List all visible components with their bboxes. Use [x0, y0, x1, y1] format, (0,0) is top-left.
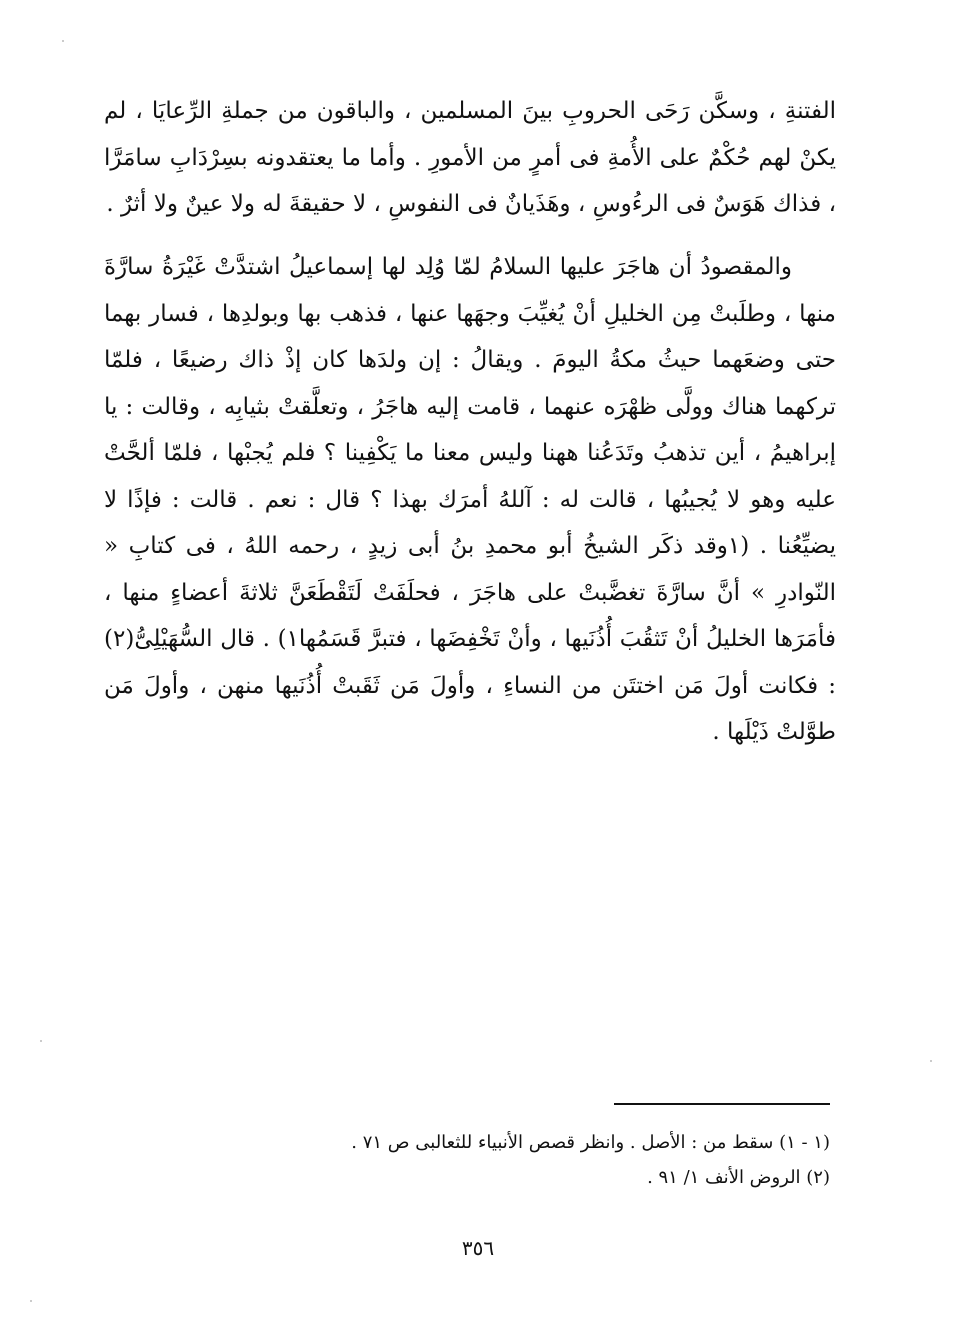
- scan-speck: [62, 40, 64, 42]
- footnote-2: (٢) الروض الأنف ١/ ٩١ .: [647, 1167, 830, 1188]
- footnote-1: (١ - ١) سقط من : الأصل . وانظر قصص الأنبياء للثعالبى ص ٧١ .: [351, 1132, 830, 1153]
- scan-speck: [30, 1300, 32, 1302]
- page-number: ٣٥٦: [461, 1236, 495, 1260]
- paragraph-1: الفتنةِ ، وسكَّن رَحَى الحروبِ بينَ المسلمين ، والباقون من جملةِ الرِّعايَا ، لم يكنْ لهم حُكْمٌ على الأُمةِ فى أمرٍ من الأمورِ . وأما ما يعتقدونه بسِرْدَابِ سامَرَّا ، فذاك هَوَسٌ فى الرءُوسِ ، وهَذَيانٌ فى النفوسِ ، لا حقيقةَ له ولا عينٌ ولا أثرٌ .: [104, 98, 836, 217]
- footnote-divider: [614, 1103, 830, 1105]
- scan-speck: [930, 1060, 932, 1062]
- paragraph-2: والمقصودُ أن هاجَرَ عليها السلامُ لمّا وُلِد لها إسماعيلُ اشتدَّتْ غَيْرَةُ سارَّةَ منها ، وطلَبتْ مِن الخليلِ أنْ يُغيِّبَ وجهَها عنها ، فذهب بها وبولدِها ، فسار بهما حتى وضعَهما حيثُ مكةُ اليومَ . ويقالُ : إن ولدَها كان إذْ ذاك رضيعًا ، فلمّا تركهما هناك وولَّى ظهْرَه عنهما ، قامت إليه هاجَرُ ، وتعلَّقتْ بثيابِه ، وقالت : يا إبراهيمُ ، أين تذهبُ وتَدَعُنا ههنا وليس معنا ما يَكْفِينا ؟ فلم يُجبْها ، فلمّا ألحَّتْ عليه وهو لا يُجيبُها ، قالت له : آللهُ أمرَك بهذا ؟ قال : نعم . قالت : فإذًا لا يضيِّعُنا . (١وقد ذكَر الشيخُ أبو محمدِ بنُ أبى زيدٍ ، رحمه اللهُ ، فى كتابِ « النّوادرِ » أنَّ سارَّةَ تغضَّبتْ على هاجَرَ ، فحلَفَتْ لَتَقْطَعَنَّ ثلاثةَ أعضاءٍ منها ، فأمَرَها الخليلُ أنْ تَثقُبَ أُذُنَيها ، وأنْ تَخْفِضَها ، فتبرَّ قَسَمُها١) . قال السُّهَيْلِىُّ(٢) : فكانت أولَ مَن اختتَن من النساءِ ، وأولَ مَن ثَقَبتْ أُذُنَيها منهن ، وأولَ مَن طوَّلتْ ذَيْلَها .: [104, 254, 836, 745]
- scan-speck: [40, 1040, 42, 1042]
